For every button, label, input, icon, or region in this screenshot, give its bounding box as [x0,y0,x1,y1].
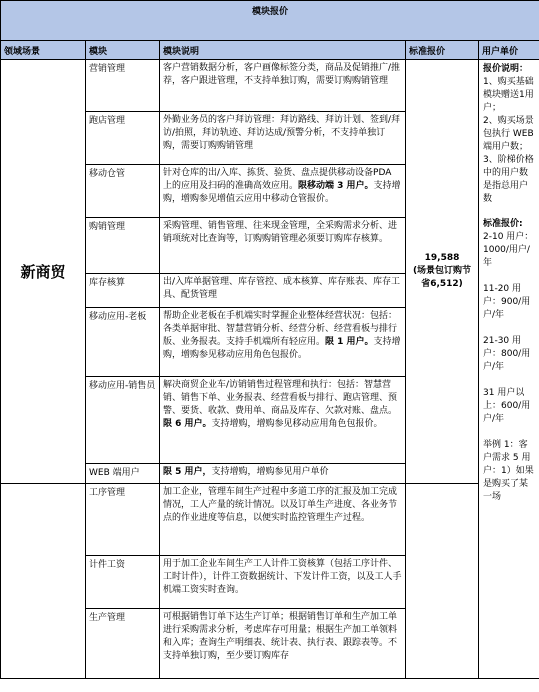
header-unit-price: 用户单价 [479,41,539,60]
unit-price-cell [479,60,539,679]
price-tier: 31 用户以上：600/用户/年 [483,388,531,424]
module-cell: 营销管理 [86,60,160,112]
table-row [1,60,539,112]
description-cell: 加工企业，管理车间生产过程中多道工序的汇报及加工完成情况，工人产量的统计情况。以及订单生产进度、各业务节点的作业进度等信息，以便实时监控管理生产过程。 [160,484,406,556]
module-cell: 跑店管理 [86,112,160,165]
description-cell: 限 5 用户，支持增购，增购参见用户单价 [160,464,406,484]
domain-cell-empty [1,484,86,679]
module-cell: 移动应用-销售员 [86,377,160,464]
std-price-title: 标准报价: [483,219,523,229]
price-note: 3、阶梯价格中的用户数是指总用户数 [483,155,534,204]
header-module: 模块 [86,41,160,60]
description-cell: 出/入库单据管理、库存管控、成本核算、库存账表、库存工具、配货管理 [160,274,406,308]
std-price-value: 19,588 (场景包订购节省6,512) [412,253,472,289]
table-row [1,484,539,556]
header-domain: 领域场景 [1,41,86,60]
description-cell: 解决商贸企业车/访销销售过程管理和执行：包括：智慧营销、销售下单、业务报表、经营看板与排行、跑店管理、预警、要货、收款、费用单、商品及库存、欠款对账、盘点。限 6 用户。支持增购，增购参见移动应用角色包报价。 [160,377,406,464]
header-std-price: 标准报价 [406,41,479,60]
std-price-cell-empty [406,484,479,679]
price-tier: 11-20 用户：900/用户/年 [483,284,531,320]
header-description: 模块说明 [160,41,406,60]
table-title: 模块报价 [1,1,539,41]
price-note-title: 报价说明： [483,64,529,74]
module-cell: 购销管理 [86,218,160,274]
module-cell: 工序管理 [86,484,160,556]
module-cell: WEB 端用户 [86,464,160,484]
price-example: 举例 1：客户需求 5 用户：1）如果是购买了某一场 [483,440,534,502]
description-cell: 可根据销售订单下达生产订单；根据销售订单和生产加工单进行采购需求分析，考虑库存可用量；根据生产加工单领料和入库；查询生产明细表、统计表、执行表、跟踪表等。不支持单独订购，至少要订购库存 [160,609,406,679]
description-cell: 外勤业务员的客户拜访管理：拜访路线、拜访计划、签到/拜访/拍照，拜访轨迹、拜访达成/预警分析，不支持单独订购，需要订购购销管理 [160,112,406,165]
price-tier: 2-10 用户：1000/用户/年 [483,232,534,268]
module-cell: 移动仓管 [86,165,160,218]
description-cell: 帮助企业老板在手机端实时掌握企业整体经营状况：包括：各类单据审批、智慧营销分析、经营分析、经营看板与排行版、业务报表。支持手机端所有轻应用。限 1 用户。支持增购，增购参见移动应用角色包报价。 [160,308,406,377]
price-tier: 21-30 用户：800/用户/年 [483,336,531,372]
price-note: 1、购买基础模块赠送1用户； [483,77,534,113]
description-cell: 针对仓库的出/入库、拣货、验货、盘点提供移动设备PDA 上的应用及扫码的准确高效应用。限移动端 3 用户。支持增购，增购参见增值云应用中移动仓管报价。 [160,165,406,218]
domain-cell: 新商贸 [1,60,86,484]
description-cell: 客户营销数据分析，客户画像标签分类，商品及促销推广/推荐，客户跟进管理，不支持单独订购，需要订购购销管理 [160,60,406,112]
std-price-cell [406,60,479,484]
description-cell: 采购管理、销售管理、往来现金管理，全采购需求分析、进销项统对比查询等，订购购销管理必须要订购库存核算。 [160,218,406,274]
price-note: 2、购买场景包执行 WEB 端用户数； [483,116,534,152]
description-cell: 用于加工企业车间生产工人计件工资核算（包括工序计件、工时计件），计件工资数据统计、下发计件工资，以及工人手机端工资实时查询。 [160,556,406,609]
module-cell: 生产管理 [86,609,160,679]
module-cell: 移动应用-老板 [86,308,160,377]
module-cell: 计件工资 [86,556,160,609]
header-row [1,41,539,60]
module-cell: 库存核算 [86,274,160,308]
